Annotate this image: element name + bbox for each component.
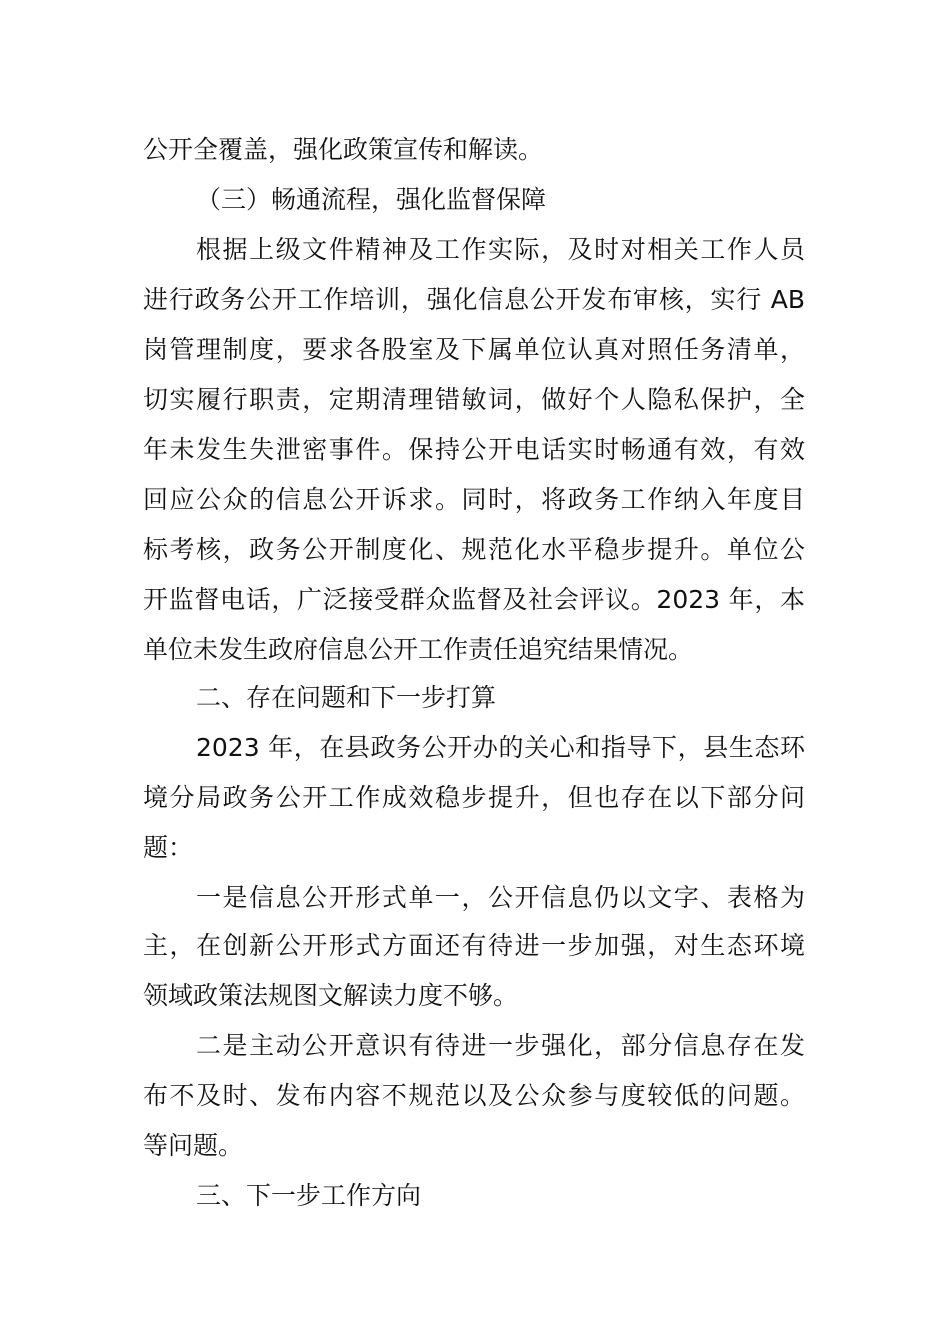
paragraph-line: 回应公众的信息公开诉求。同时，将政务工作纳入年度目: [143, 485, 805, 514]
paragraph-line: 标考核，政务公开制度化、规范化水平稳步提升。单位公: [143, 535, 805, 564]
section-heading: 三、下一步工作方向: [196, 1181, 422, 1210]
paragraph-line: 主，在创新公开形式方面还有待进一步加强，对生态环境: [143, 931, 805, 960]
paragraph-line: 年未发生失泄密事件。保持公开电话实时畅通有效，有效: [143, 435, 805, 464]
paragraph-line: 公开全覆盖，强化政策宣传和解读。: [143, 135, 544, 164]
paragraph-line: 领域政策法规图文解读力度不够。: [143, 981, 519, 1010]
paragraph-line: 题：: [143, 833, 194, 862]
paragraph-line: 二是主动公开意识有待进一步强化，部分信息存在发: [196, 1031, 805, 1060]
paragraph-line: 2023 年，在县政务公开办的关心和指导下，县生态环: [196, 733, 805, 762]
paragraph-line: 境分局政务公开工作成效稳步提升，但也存在以下部分问: [143, 783, 805, 812]
paragraph-line: 一是信息公开形式单一，公开信息仍以文字、表格为: [196, 883, 805, 912]
section-heading: （三）畅通流程，强化监督保障: [196, 185, 547, 214]
paragraph-line: 根据上级文件精神及工作实际，及时对相关工作人员: [196, 235, 805, 264]
paragraph-line: 等问题。: [143, 1131, 244, 1160]
section-heading: 二、存在问题和下一步打算: [196, 683, 497, 712]
paragraph-line: 切实履行职责，定期清理错敏词，做好个人隐私保护，全: [143, 385, 805, 414]
paragraph-line: 开监督电话，广泛接受群众监督及社会评议。2023 年，本: [143, 585, 805, 614]
paragraph-line: 进行政务公开工作培训，强化信息公开发布审核，实行 AB: [143, 285, 805, 314]
paragraph-line: 岗管理制度，要求各股室及下属单位认真对照任务清单，: [143, 335, 805, 364]
paragraph-line: 单位未发生政府信息公开工作责任追究结果情况。: [143, 635, 694, 664]
paragraph-line: 布不及时、发布内容不规范以及公众参与度较低的问题。: [143, 1081, 805, 1110]
